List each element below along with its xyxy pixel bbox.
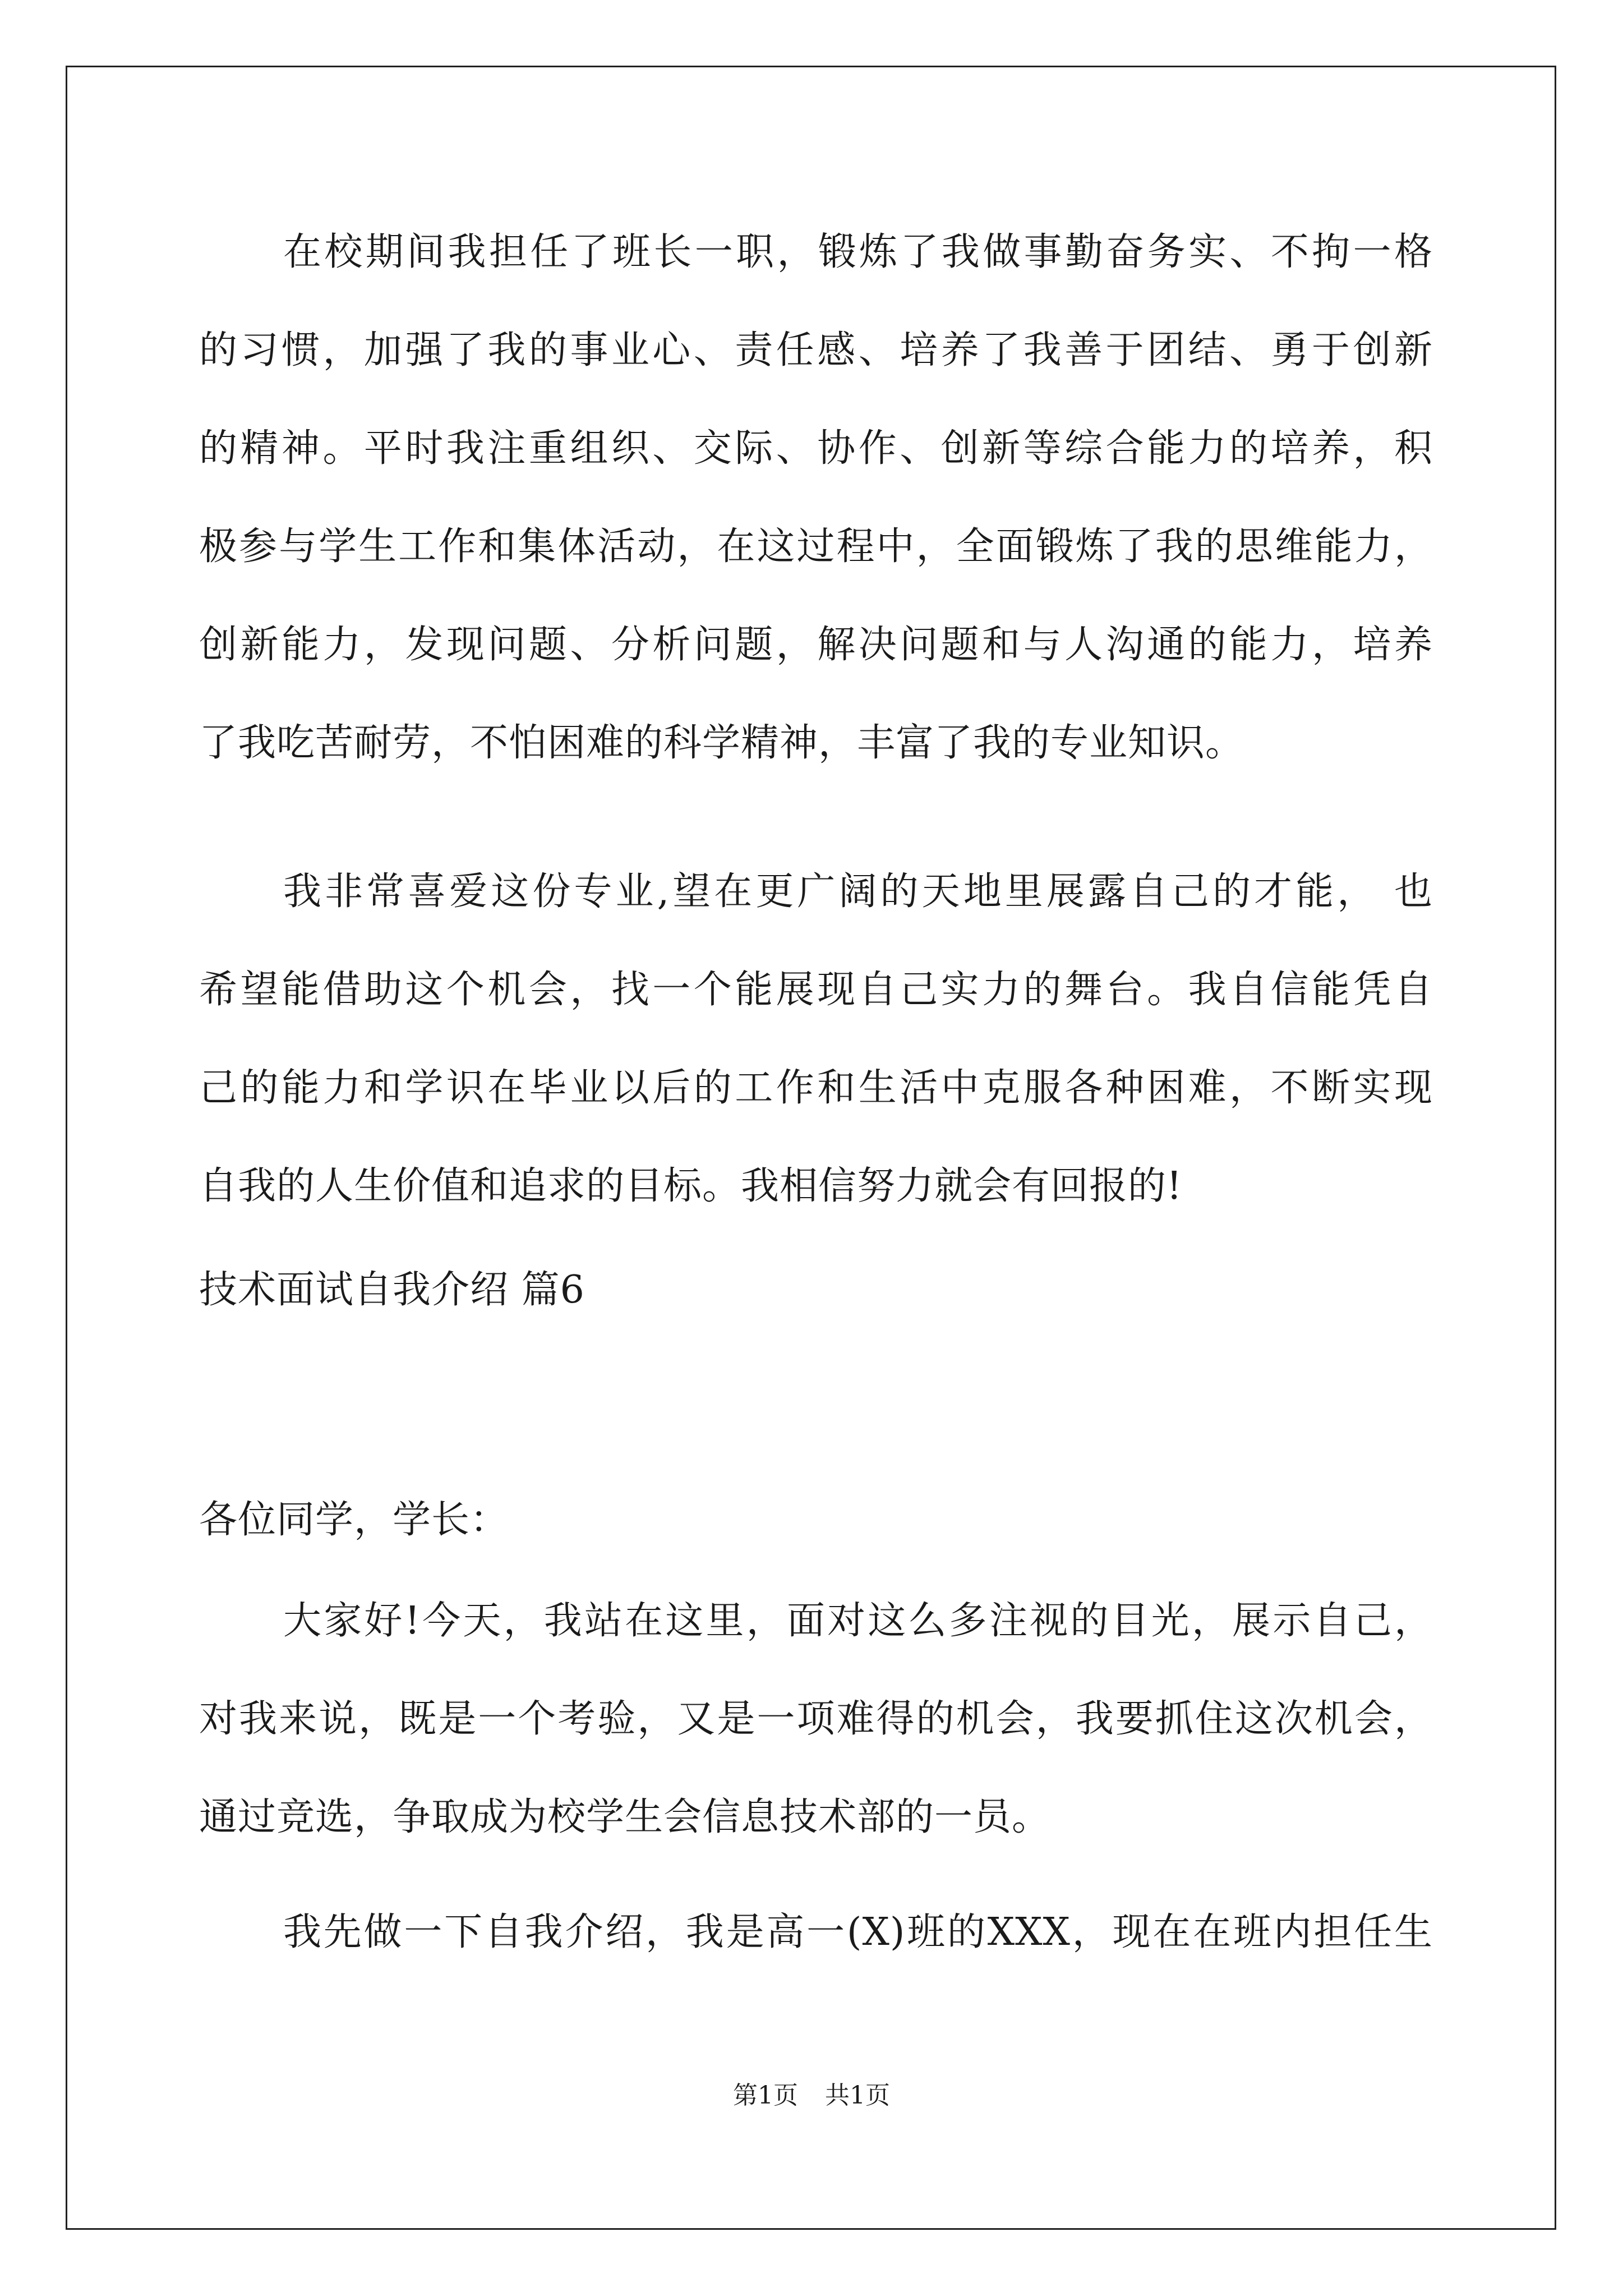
- paragraph-line: 通过竞选，争取成为校学生会信息技术部的一员。: [199, 1795, 1051, 1839]
- paragraph-line: 对我来说，既是一个考验，又是一项难得的机会，我要抓住这次机会，: [199, 1697, 1433, 1741]
- paragraph-line: 我先做一下自我介绍，我是高一(X)班的XXX，现在在班内担任生: [283, 1910, 1433, 1954]
- paragraph-line: 大家好!今天，我站在这里，面对这么多注视的目光，展示自己，: [283, 1599, 1433, 1643]
- paragraph-line: 己的能力和学识在毕业以后的工作和生活中克服各种困难，不断实现: [199, 1066, 1433, 1110]
- paragraph-line: 的精神。平时我注重组织、交际、协作、创新等综合能力的培养，积: [199, 426, 1433, 471]
- paragraph-line: 在校期间我担任了班长一职，锻炼了我做事勤奋务实、不拘一格: [283, 230, 1433, 274]
- paragraph-line: 的习惯，加强了我的事业心、责任感、培养了我善于团结、勇于创新: [199, 328, 1433, 372]
- paragraph-line: 自我的人生价值和追求的目标。我相信努力就会有回报的!: [199, 1164, 1183, 1208]
- page-number: 第1页: [733, 2081, 798, 2110]
- page-border: [66, 66, 1556, 2230]
- section-heading: 技术面试自我介绍 篇6: [199, 1268, 585, 1312]
- page-total: 共1页: [825, 2081, 890, 2110]
- paragraph-line: 极参与学生工作和集体活动，在这过程中，全面锻炼了我的思维能力，: [199, 524, 1433, 569]
- paragraph-line: 创新能力，发现问题、分析问题，解决问题和与人沟通的能力，培养: [199, 623, 1433, 667]
- salutation: 各位同学，学长：: [199, 1498, 509, 1542]
- paragraph-line: 希望能借助这个机会，找一个能展现自己实力的舞台。我自信能凭自: [199, 968, 1433, 1012]
- page-footer: [0, 2080, 1623, 2111]
- paragraph-line: 了我吃苦耐劳，不怕困难的科学精神，丰富了我的专业知识。: [199, 721, 1244, 765]
- paragraph-line: 我非常喜爱这份专业,望在更广阔的天地里展露自己的才能， 也: [283, 869, 1433, 914]
